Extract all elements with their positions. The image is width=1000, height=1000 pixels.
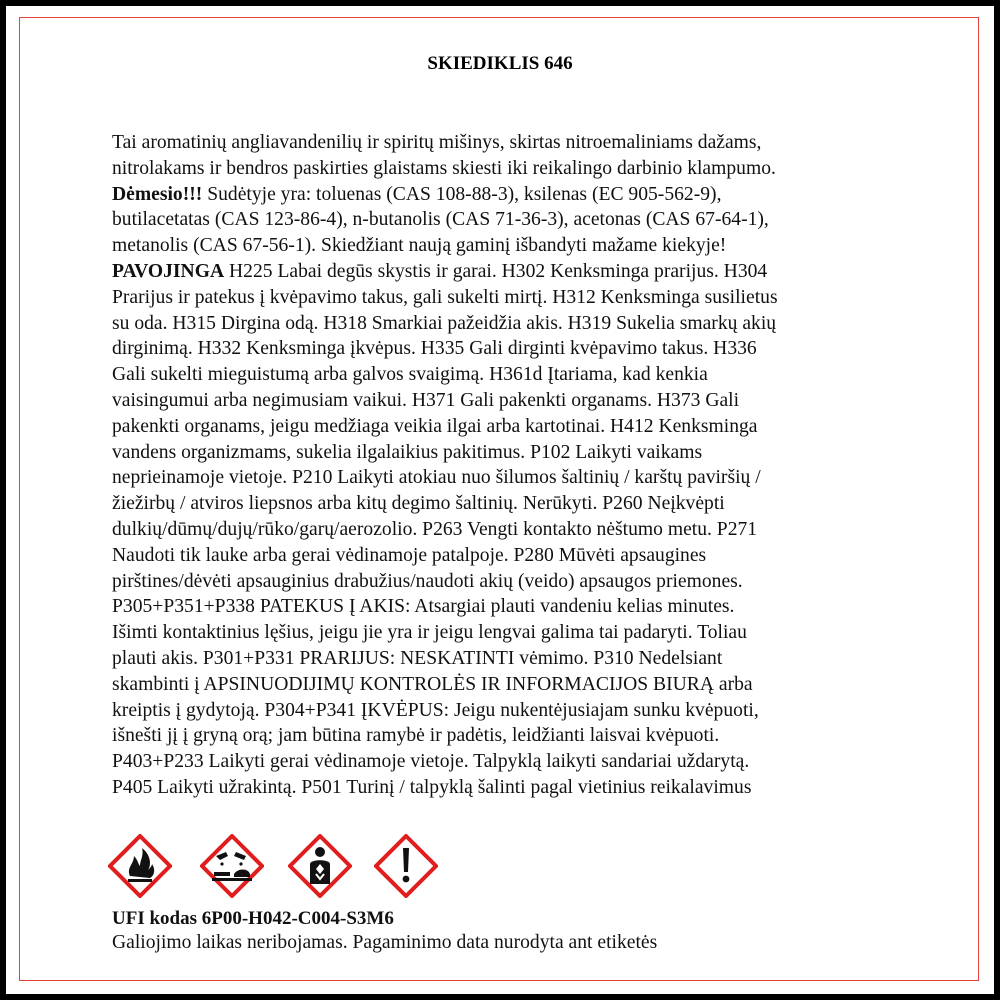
body-line-text: H225 Labai degūs skystis ir garai. H302 Kenksminga prarijus. H304 (229, 260, 768, 282)
body-line: dirginimą. H332 Kenksminga įkvėpus. H335 Gali dirginti kvėpavimo takus. H336 (112, 338, 757, 360)
label-body-text (112, 130, 932, 801)
body-line (112, 259, 932, 285)
body-line: Naudoti tik lauke arba gerai vėdinamoje patalpoje. P280 Mūvėti apsaugines (112, 544, 707, 566)
body-line-text: Sudėtyje yra: toluenas (CAS 108-88-3), ksilenas (EC 905-562-9), (207, 183, 722, 205)
body-line: pirštines/dėvėti apsauginius drabužius/naudoti akių (veido) apsaugos priemones. (112, 570, 743, 592)
exclamation-icon (374, 834, 438, 898)
body-line: vaisingumui arba negimusiam vaikui. H371 Gali pakenkti organams. H373 Gali (112, 389, 740, 411)
corrosion-icon (200, 834, 264, 898)
product-title: SKIEDIKLIS 646 (427, 53, 573, 74)
body-line: kreiptis į gydytoją. P304+P341 ĮKVĖPUS: Jeigu nukentėjusiajam sunku kvėpuoti, (112, 699, 759, 721)
warning-label: Dėmesio!!! (112, 183, 203, 205)
body-line: išnešti jį į gryną orą; jam būtina ramybė ir padėtis, leidžianti laisvai kvėpuoti. (112, 725, 720, 747)
body-line: žiežirbų / atviros liepsnos arba kitų degimo šaltinių. Nerūkyti. P260 Neįkvėpti (112, 493, 725, 515)
body-line: pakenkti organams, jeigu medžiaga veikia ilgai arba kartotinai. H412 Kenksminga (112, 415, 758, 437)
body-line: P305+P351+P338 PATEKUS Į AKIS: Atsargiai plauti vandeniu kelias minutes. (112, 596, 735, 618)
flame-icon (108, 834, 172, 898)
body-line: nitrolakams ir bendros paskirties glaistams skiesti iki reikalingo darbinio klampumo. (112, 157, 776, 179)
danger-label: PAVOJINGA (112, 260, 225, 282)
body-line: metanolis (CAS 67-56-1). Skiedžiant naują gaminį išbandyti mažame kiekyje! (112, 235, 727, 257)
body-line: P403+P233 Laikyti gerai vėdinamoje vietoje. Talpyklą laikyti sandariai uždarytą. (112, 751, 750, 773)
body-line: Prarijus ir patekus į kvėpavimo takus, gali sukelti mirtį. H312 Kenksminga susilietus (112, 286, 778, 308)
body-line: Gali sukelti mieguistumą arba galvos svaigimą. H361d Įtariama, kad kenkia (112, 364, 708, 386)
body-line (112, 182, 932, 208)
ufi-code: UFI kodas 6P00-H042-C004-S3M6 (112, 908, 394, 929)
label-page (6, 6, 994, 994)
body-line: plauti akis. P301+P331 PRARIJUS: NESKATINTI vėmimo. P310 Nedelsiant (112, 647, 723, 669)
body-line: skambinti į APSINUODIJIMŲ KONTROLĖS IR INFORMACIJOS BIURĄ arba (112, 673, 753, 695)
body-line: Išimti kontaktinius lęšius, jeigu jie yra ir jeigu lengvai galima tai padaryti. Toliau (112, 622, 747, 644)
health-hazard-icon (288, 834, 352, 898)
body-line: butilacetatas (CAS 123-86-4), n-butanolis (CAS 71-36-3), acetonas (CAS 67-64-1), (112, 209, 769, 231)
validity-note: Galiojimo laikas neribojamas. Pagaminimo data nurodyta ant etiketės (112, 932, 658, 953)
ghs-pictograms (108, 834, 448, 898)
body-line: P405 Laikyti užrakintą. P501 Turinį / talpyklą šalinti pagal vietinius reikalavimus (112, 776, 752, 798)
body-line: neprieinamoje vietoje. P210 Laikyti atokiau nuo šilumos šaltinių / karštų paviršių / (112, 467, 761, 489)
body-line: vandens organizmams, sukelia ilgalaikius pakitimus. P102 Laikyti vaikams (112, 441, 703, 463)
body-line: Tai aromatinių angliavandenilių ir spiritų mišinys, skirtas nitroemaliniams dažams, (112, 132, 762, 153)
body-line: dulkių/dūmų/dujų/rūko/garų/aerozolio. P263 Vengti kontakto nėštumo metu. P271 (112, 518, 758, 540)
body-line: su oda. H315 Dirgina odą. H318 Smarkiai pažeidžia akis. H319 Sukelia smarkų akių (112, 312, 777, 334)
